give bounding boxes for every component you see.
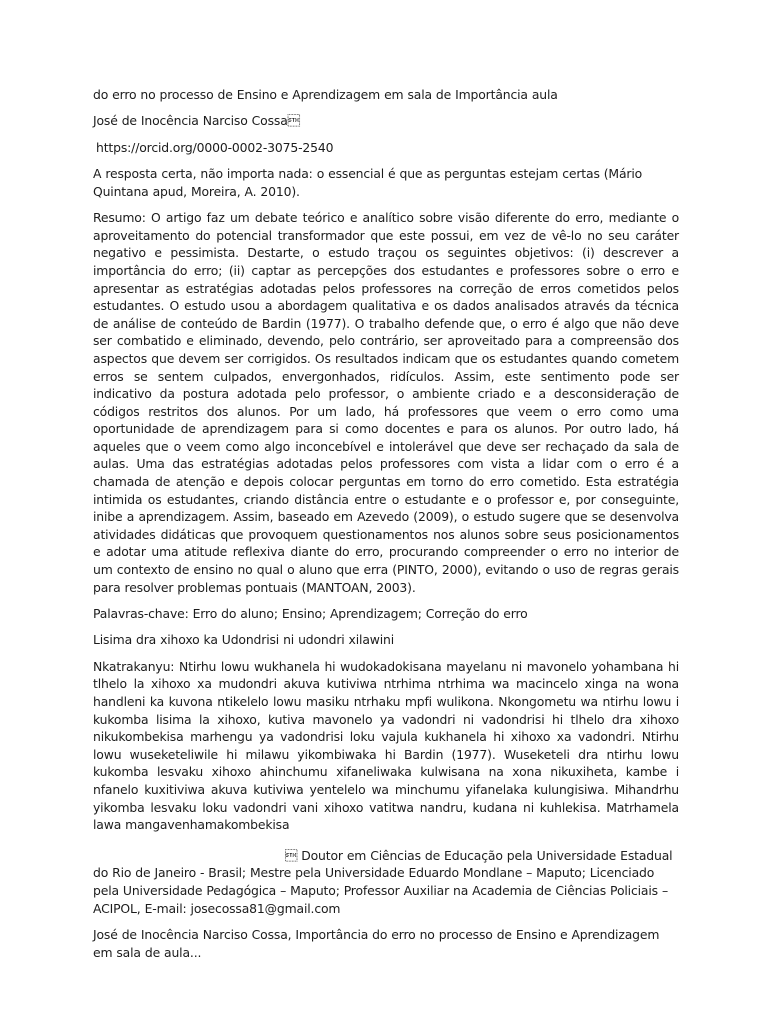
abstract-portuguese: Resumo: O artigo faz um debate teórico e analítico sobre visão diferente do erro, mediante o aproveitamento do potencial transformador que este possui, em vez de vê-lo no seu caráter negativo e pessimista. Destarte, o estudo traçou os seguintes objetivos: (i) descrever a importância do erro; (ii) captar as percepções dos estudantes e professores sobre o erro e apresentar as estratégias adotadas pelos professores na correção de erros cometidos pelos estudantes. O estudo usou a abordagem qualitativa e os dados analisados através da técnica de análise de conteúdo de Bardin (1977). O trabalho defende que, o erro é algo que não deve ser combatido e eliminado, devendo, pelo contrário, ser aproveitado para a compreensão dos aspectos que devem ser corrigidos. Os resultados indicam que os estudantes quando cometem erros se sentem culpados, envergonhados, ridículos. Assim, este sentimento pode ser indicativo da postura adotada pelo professor, o ambiente criado e a desconsideração de códigos restritos dos alunos. Por um lado, há professores que veem o erro como uma oportunidade de aprendizagem para si como docentes e para os alunos. Por outro lado, há aqueles que o veem como algo inconcebível e intolerável que deve ser rechaçado da sala de aulas. Uma das estratégias adotadas pelos professores com vista a lidar com o erro é a chamada de atenção e depois colocar perguntas em torno do erro cometido. Esta estratégia intimida os estudantes, criando distância entre o estudante e o professor e, por conseguinte, inibe a aprendizagem. Assim, baseado em Azevedo (2009), o estudo sugere que se desenvolva atividades didáticas que provoquem questionamentos nos alunos sobre seus posicionamentos e adotar uma atitude reflexiva diante do erro, procurando compreender o erro no interior de um contexto de ensino no qual o aluno que erra (PINTO, 2000), evitando o uso de regras gerais para resolver problemas pontuais (MANTOAN, 2003). (93, 210, 679, 595)
document-page (93, 86, 679, 970)
citation-line: José de Inocência Narciso Cossa, Importância do erro no processo de Ensino e Aprendizagem em sala de aula... (93, 926, 660, 960)
abstract-tsonga: Nkatrakanyu: Ntirhu lowu wukhanela hi wudokadokisana mayelanu ni mavonelo yohambana hi tlhelo la xihoxo xa mudondri akuva kutiviwa ntrhima ntrhima wa macincelo xinga na wona handleni ka kuvona ntikelelo lowu masiku ntrhaku mpfi wulikona. Nkongometu wa ntirhu lowu i kukomba lisima la xihoxo, kutiva mavonelo ya vadondri ni vadondrisi hi tlhelo dra xihoxo nikukombekisa marhengu ya vadondrisi loku vajula kukhanela hi xihoxo xa vadondri. Ntirhu lowu wuseketeliwile hi milawu yikombiwaka hi Bardin (1977). Wuseketeli dra ntirhu lowu kukomba lesvaku xihoxo ahinchumu xifaneliwaka kulwisana na xona nikuxiheta, kambe i nfanelo kuxitiviwa akuva kutiviwa yentelelo wa minchumu yifanelaka kulungisiwa. Mihandrhu yikomba lesvaku loku vadondri vani xihoxo vatitwa nandru, kudana ni kuhlekisa. Matrhamela lawa mangavenhamakombekisa (93, 658, 679, 833)
author-footnote:  Doutor em Ciências de Educação pela Universidade Estadual do Rio de Janeiro - Brasil; Mestre pela Universidade Eduardo Mondlane – Maputo; Licenciado pela Universidade Pedagógica – Maputo; Professor Auxiliar na Academia de Ciências Policiais – ACIPOL, E-mail: josecossa81@gmail.com (93, 847, 673, 916)
orcid-link[interactable]: https://orcid.org/0000-0002-3075-2540 (96, 139, 334, 155)
author-line: José de Inocência Narciso Cossa (93, 113, 300, 129)
title-line: do erro no processo de Ensino e Aprendizagem em sala de Importância aula (93, 87, 558, 102)
epigraph: A resposta certa, não importa nada: o essencial é que as perguntas estejam certas (Mário Quintana apud, Moreira, A. 2010). (93, 166, 643, 199)
title-tsonga: Lisima dra xihoxo ka Udondrisi ni udondri xilawini (93, 632, 395, 648)
keywords: Palavras-chave: Erro do aluno; Ensino; Aprendizagem; Correção do erro (93, 606, 528, 622)
